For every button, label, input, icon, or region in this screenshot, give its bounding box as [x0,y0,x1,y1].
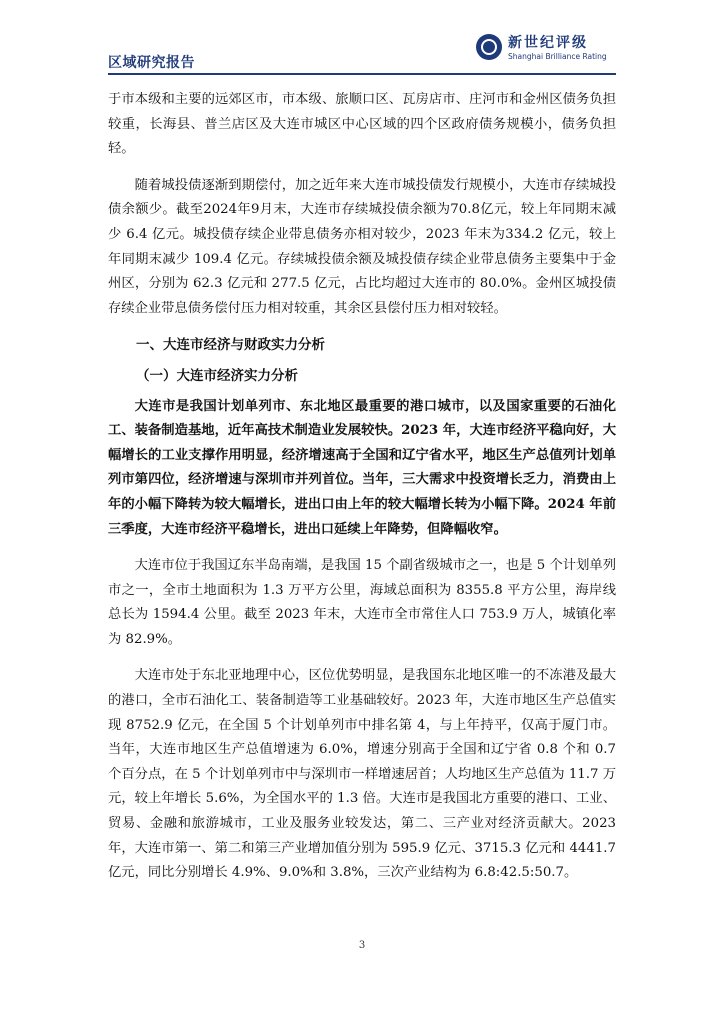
logo-emblem-icon [476,34,502,60]
paragraph-urban-investment-bonds: 随着城投债逐渐到期偿付，加之近年来大连市城投债发行规模小，大连市存续城投债余额少。截至2024年9月末，大连市存续城投债余额为70.8亿元，较上年同期末减少 6.4 亿元。城投债存续企业带息债务亦相对较少，2023 年末为334.2 亿元，较上年同期末减少 109.4 亿元。存续城投债余额及城投债存续企业带息债务主要集中于金州区，分别为 62.3 亿元和 277.5 亿元，占比均超过大连市的 80.0%。金州区城投债存续企业带息债务偿付压力相对较重，其余区县偿付压力相对较轻。 [108,177,616,316]
subsection-heading-economic-strength: （一）大连市经济实力分析 [136,367,298,384]
logo-english-name: Shanghai Brilliance Rating [508,52,607,61]
header-divider [108,73,616,75]
logo-chinese-name: 新世纪评级 [508,35,588,51]
paragraph-debt-burden: 于市本级和主要的远郊区市，市本级、旅顺口区、瓦房店市、庄河市和金州区债务负担较重，长海县、普兰店区及大连市城区中心区域的四个区政府债务规模小，债务负担轻。 [108,92,616,157]
company-logo [476,32,616,66]
section-heading-economic-fiscal: 一、大连市经济与财政实力分析 [136,337,325,354]
document-body [108,88,616,886]
paragraph-gdp: 大连市处于东北亚地理中心，区位优势明显，是我国东北地区唯一的不冻港及最大的港口，全市石油化工、装备制造等工业基础较好。2023 年，大连市地区生产总值实现 8752.9 亿元，在全国 5 个计划单列市中排名第 4，与上年持平，仅高于厦门市。当年，大连市地区生产总值增速为 6.0%，增速分别高于全国和辽宁省 0.8 个和 0.7 个百分点，在 5 个计划单列市中与深圳市一样增速居首；人均地区生产总值为 11.7 万元，较上年增长 5.6%，为全国水平的 1.3 倍。大连市是我国北方重要的港口、工业、贸易、金融和旅游城市，工业及服务业较发达，第二、三产业对经济贡献大。2023 年，大连市第一、第二和第三产业增加值分别为 595.9 亿元、3715.3 亿元和 4441.7 亿元，同比分别增长 4.9%、9.0%和 3.8%，三次产业结构为 6.8:42.5:50.7。 [108,668,616,881]
paragraph-summary-bold: 大连市是我国计划单列市、东北地区最重要的港口城市，以及国家重要的石油化工、装备制造基地，近年高技术制造业发展较快。2023 年，大连市经济平稳向好，大幅增长的工业支撑作用明显，经济增速高于全国和辽宁省水平，地区生产总值列计划单列市第四位，经济增速与深圳市并列首位。当年，三大需求中投资增长乏力，消费由上年的小幅下降转为较大幅增长，进出口由上年的较大幅增长转为小幅下降。2024 年前三季度，大连市经济平稳增长，进出口延续上年降势，但降幅收窄。 [108,398,616,537]
page-number: 3 [358,940,366,951]
page-header [108,30,616,70]
paragraph-geography: 大连市位于我国辽东半岛南端，是我国 15 个副省级城市之一，也是 5 个计划单列市之一，全市土地面积为 1.3 万平方公里，海域总面积为 8355.8 平方公里，海岸线总长为 1594.4 公里。截至 2023 年末，大连市全市常住人口 753.9 万人，城镇化率为 82.9%。 [108,558,616,647]
report-category-title: 区域研究报告 [108,55,195,71]
